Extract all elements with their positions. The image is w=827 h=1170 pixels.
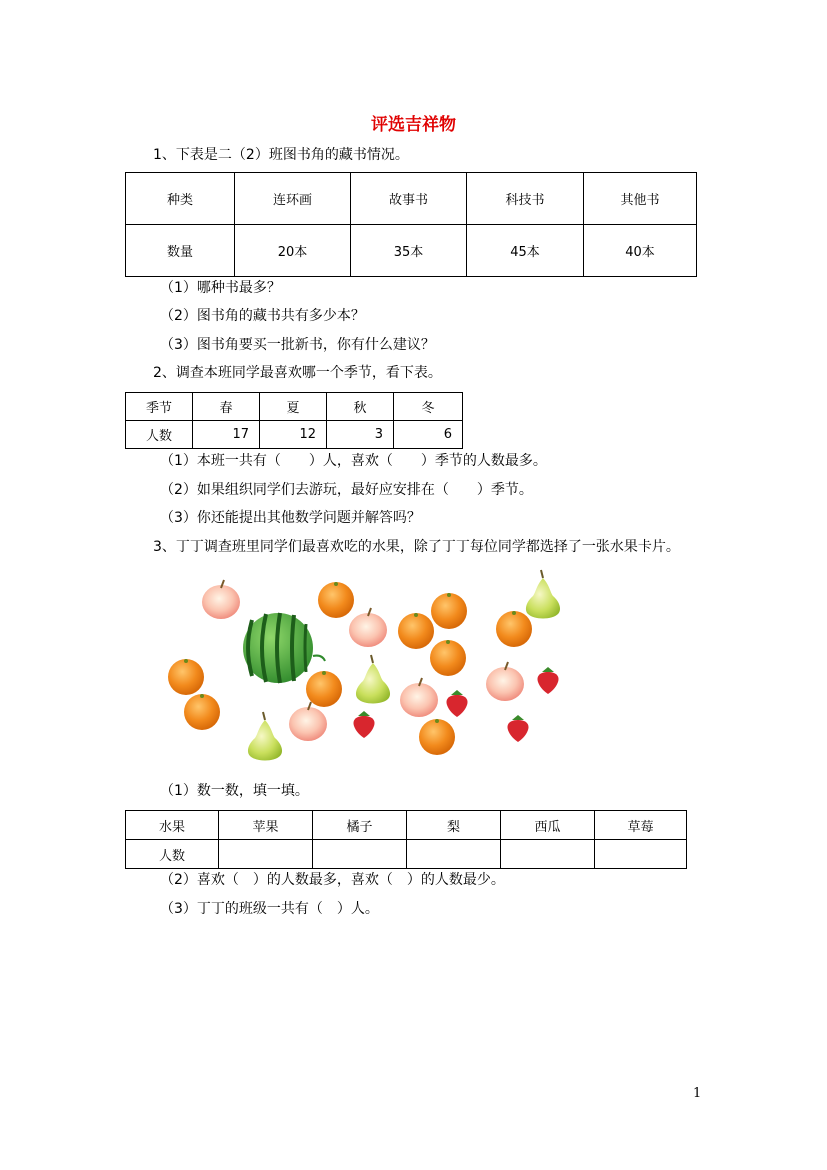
table-cell: 连环画 xyxy=(235,173,351,225)
watermelon-icon xyxy=(243,613,325,683)
page-title: 评选吉祥物 xyxy=(371,115,456,135)
table-cell: 故事书 xyxy=(351,173,467,225)
q2-sub-1: （1）本班一共有（ ）人，喜欢（ ）季节的人数最多。 xyxy=(160,453,547,469)
orange-icon xyxy=(419,719,455,755)
q3-sub-2: （2）喜欢（ ）的人数最多，喜欢（ ）的人数最少。 xyxy=(160,872,505,888)
q1-sub-1: （1）哪种书最多？ xyxy=(160,280,281,296)
table-row xyxy=(126,173,697,225)
table-cell: 冬 xyxy=(394,393,463,421)
orange-icon xyxy=(184,694,220,730)
orange-icon xyxy=(318,582,354,618)
table-row xyxy=(126,840,687,869)
table-cell: 人数 xyxy=(126,421,193,449)
table-row xyxy=(126,225,697,277)
table-cell: 6 xyxy=(394,421,463,449)
orange-icon xyxy=(306,671,342,707)
q2-sub-3: （3）你还能提出其他数学问题并解答吗？ xyxy=(160,510,421,526)
strawberry-icon xyxy=(507,715,528,742)
q3-stem: 3、丁丁调查班里同学们最喜欢吃的水果，除了丁丁每位同学都选择了一张水果卡片。 xyxy=(153,539,680,555)
orange-icon xyxy=(168,659,204,695)
answer-cell[interactable] xyxy=(407,840,501,869)
answer-cell[interactable] xyxy=(219,840,313,869)
orange-icon xyxy=(430,640,466,676)
apple-icon xyxy=(202,580,240,619)
table-cell: 12 xyxy=(260,421,327,449)
orange-icon xyxy=(398,613,434,649)
q1-sub-3: （3）图书角要买一批新书，你有什么建议？ xyxy=(160,337,435,353)
table-cell: 秋 xyxy=(327,393,394,421)
q2-sub-2: （2）如果组织同学们去游玩，最好应安排在（ ）季节。 xyxy=(160,482,533,498)
table-cell: 20本 xyxy=(235,225,351,277)
table-cell: 季节 xyxy=(126,393,193,421)
table-cell: 夏 xyxy=(260,393,327,421)
table-cell: 其他书 xyxy=(584,173,697,225)
strawberry-icon xyxy=(353,711,374,738)
table-cell: 40本 xyxy=(584,225,697,277)
table-row xyxy=(126,811,687,840)
q1-table xyxy=(125,172,697,277)
q3-table xyxy=(125,810,687,869)
orange-icon xyxy=(496,611,532,647)
apple-icon xyxy=(400,678,438,717)
page-number: 1 xyxy=(693,1086,702,1101)
q3-sub-1: （1）数一数，填一填。 xyxy=(160,783,309,799)
table-cell: 种类 xyxy=(126,173,235,225)
pear-icon xyxy=(526,570,560,619)
table-cell: 3 xyxy=(327,421,394,449)
pear-icon xyxy=(356,655,390,704)
answer-cell[interactable] xyxy=(501,840,595,869)
table-cell: 45本 xyxy=(467,225,584,277)
table-cell: 苹果 xyxy=(219,811,313,840)
table-cell: 西瓜 xyxy=(501,811,595,840)
apple-icon xyxy=(349,608,387,647)
orange-icon xyxy=(431,593,467,629)
table-cell: 数量 xyxy=(126,225,235,277)
answer-cell[interactable] xyxy=(595,840,687,869)
q2-table xyxy=(125,392,463,449)
fruit-cards-illustration xyxy=(160,568,580,768)
table-cell: 科技书 xyxy=(467,173,584,225)
table-cell: 梨 xyxy=(407,811,501,840)
table-cell: 35本 xyxy=(351,225,467,277)
pear-icon xyxy=(248,712,282,761)
table-cell: 春 xyxy=(193,393,260,421)
strawberry-icon xyxy=(537,667,558,694)
table-cell: 人数 xyxy=(126,840,219,869)
q2-stem: 2、调查本班同学最喜欢哪一个季节，看下表。 xyxy=(153,365,442,381)
table-cell: 水果 xyxy=(126,811,219,840)
q1-stem: 1、下表是二（2）班图书角的藏书情况。 xyxy=(153,147,409,163)
answer-cell[interactable] xyxy=(313,840,407,869)
strawberry-icon xyxy=(446,690,467,717)
table-row xyxy=(126,393,463,421)
table-cell: 17 xyxy=(193,421,260,449)
q1-sub-2: （2）图书角的藏书共有多少本？ xyxy=(160,308,365,324)
table-row xyxy=(126,421,463,449)
table-cell: 草莓 xyxy=(595,811,687,840)
apple-icon xyxy=(486,662,524,701)
table-cell: 橘子 xyxy=(313,811,407,840)
q3-sub-3: （3）丁丁的班级一共有（ ）人。 xyxy=(160,901,379,917)
apple-icon xyxy=(289,702,327,741)
